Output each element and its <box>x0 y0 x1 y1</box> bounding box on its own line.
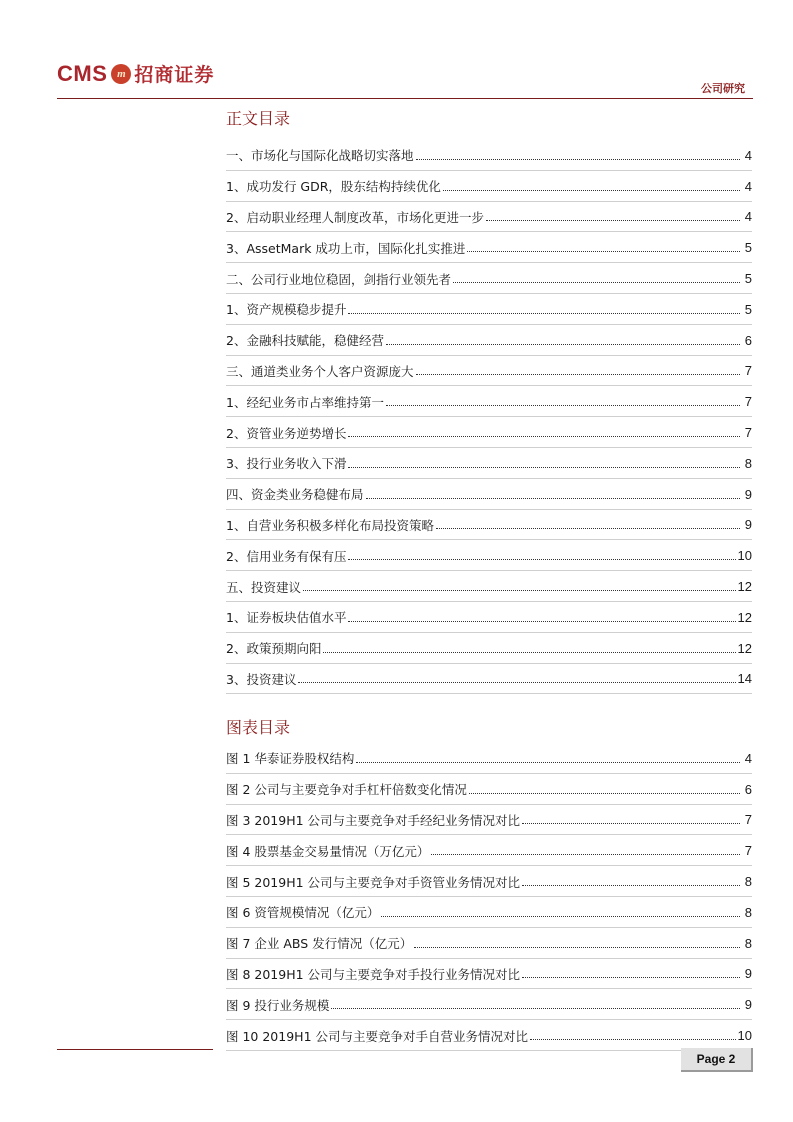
figure-entry-label: 图 2 公司与主要竞争对手杠杆倍数变化情况 <box>226 782 467 798</box>
figure-entry-page-number: 9 <box>744 966 752 982</box>
toc-entry-page-number: 7 <box>744 425 752 441</box>
figure-entry[interactable] <box>226 774 752 805</box>
figure-entry-page-number: 7 <box>744 812 752 828</box>
header-divider <box>57 98 753 99</box>
dot-leader <box>416 159 740 160</box>
dot-leader <box>348 467 740 468</box>
figure-entry-label: 图 6 资管规模情况（亿元） <box>226 905 380 921</box>
dot-leader <box>443 190 740 191</box>
dot-leader <box>386 344 740 345</box>
figures-list <box>226 743 752 1051</box>
report-category: 公司研究 <box>701 82 745 95</box>
figure-entry[interactable] <box>226 805 752 836</box>
figure-entry-page-number: 4 <box>744 750 752 766</box>
dot-leader <box>436 528 740 529</box>
toc-entry[interactable] <box>226 294 752 325</box>
toc-entry[interactable] <box>226 325 752 356</box>
dot-leader <box>348 436 740 437</box>
toc-entry[interactable] <box>226 510 752 541</box>
toc-entry-label: 1、经纪业务市占率维持第一 <box>226 394 384 410</box>
toc-entry[interactable] <box>226 232 752 263</box>
dot-leader <box>348 559 735 560</box>
dot-leader <box>303 590 736 591</box>
figure-entry[interactable] <box>226 866 752 897</box>
figure-entry-label: 图 9 投行业务规模 <box>226 997 330 1013</box>
dot-leader <box>381 916 740 917</box>
figure-entry-page-number: 8 <box>744 935 752 951</box>
toc-entry-page-number: 5 <box>744 301 752 317</box>
toc-entry-label: 2、资管业务逆势增长 <box>226 425 347 441</box>
toc-entry-label: 1、证券板块估值水平 <box>226 610 347 626</box>
figure-entry-label: 图 8 2019H1 公司与主要竞争对手投行业务情况对比 <box>226 966 521 982</box>
toc-entry-label: 2、信用业务有保有压 <box>226 548 347 564</box>
figure-entry-page-number: 8 <box>744 904 752 920</box>
figures-title: 图表目录 <box>226 718 291 737</box>
toc-entry-page-number: 12 <box>737 609 752 625</box>
toc-entry-label: 2、政策预期向阳 <box>226 641 322 657</box>
toc-entry-page-number: 7 <box>744 394 752 410</box>
dot-leader <box>414 947 740 948</box>
toc-entry-label: 3、投行业务收入下滑 <box>226 456 347 472</box>
toc-entry[interactable] <box>226 448 752 479</box>
logo-latin: CMS <box>57 60 108 86</box>
figure-entry-label: 图 5 2019H1 公司与主要竞争对手资管业务情况对比 <box>226 874 521 890</box>
toc-entry-page-number: 5 <box>744 271 752 287</box>
logo-badge-icon: m <box>111 64 131 84</box>
figure-entry-page-number: 10 <box>737 1028 752 1044</box>
dot-leader <box>522 823 740 824</box>
toc-entry-label: 五、投资建议 <box>226 579 302 595</box>
figure-entry-page-number: 9 <box>744 997 752 1013</box>
toc-entry-page-number: 6 <box>744 332 752 348</box>
dot-leader <box>469 793 740 794</box>
dot-leader <box>467 251 740 252</box>
toc-entry-page-number: 4 <box>744 178 752 194</box>
figure-entry-page-number: 8 <box>744 874 752 890</box>
toc-entry[interactable] <box>226 633 752 664</box>
figure-entry[interactable] <box>226 897 752 928</box>
toc-entry[interactable] <box>226 479 752 510</box>
figure-entry-label: 图 7 企业 ABS 发行情况（亿元） <box>226 936 413 952</box>
toc-entry-label: 2、金融科技赋能，稳健经营 <box>226 333 384 349</box>
toc-entry-label: 3、投资建议 <box>226 671 297 687</box>
figure-entry-label: 图 4 股票基金交易量情况（万亿元） <box>226 843 430 859</box>
page-header <box>0 0 793 100</box>
toc-entry-page-number: 12 <box>737 640 752 656</box>
dot-leader <box>416 374 740 375</box>
toc-entry[interactable] <box>226 571 752 602</box>
logo-chinese-name: 招商证券 <box>134 64 215 86</box>
company-logo <box>57 60 214 87</box>
toc-entry[interactable] <box>226 263 752 294</box>
dot-leader <box>522 885 740 886</box>
toc-entry-label: 1、自营业务积极多样化布局投资策略 <box>226 517 434 533</box>
page-number-badge: Page 2 <box>681 1048 753 1072</box>
figure-entry[interactable] <box>226 928 752 959</box>
toc-title: 正文目录 <box>226 109 291 128</box>
toc-entry-page-number: 12 <box>737 579 752 595</box>
toc-entry-page-number: 9 <box>744 517 752 533</box>
row-separator <box>226 693 752 694</box>
figure-entry[interactable] <box>226 989 752 1020</box>
toc-entry-page-number: 10 <box>737 548 752 564</box>
toc-entry-label: 一、市场化与国际化战略切实落地 <box>226 148 414 164</box>
toc-entry-page-number: 7 <box>744 363 752 379</box>
toc-entry-label: 二、公司行业地位稳固，剑指行业领先者 <box>226 271 452 287</box>
dot-leader <box>331 1008 740 1009</box>
toc-entry-label: 三、通道类业务个人客户资源庞大 <box>226 363 414 379</box>
figure-entry-label: 图 3 2019H1 公司与主要竞争对手经纪业务情况对比 <box>226 812 521 828</box>
dot-leader <box>356 762 740 763</box>
toc-entry[interactable] <box>226 386 752 417</box>
dot-leader <box>522 977 740 978</box>
figure-entry[interactable] <box>226 1020 752 1051</box>
toc-entry-label: 2、启动职业经理人制度改革，市场化更进一步 <box>226 209 484 225</box>
footer-divider <box>57 1049 213 1050</box>
dot-leader <box>348 621 735 622</box>
dot-leader <box>431 854 740 855</box>
figure-entry-page-number: 6 <box>744 781 752 797</box>
toc-entry-page-number: 14 <box>737 671 752 687</box>
toc-entry[interactable] <box>226 540 752 571</box>
figure-entry-label: 图 1 华泰证券股权结构 <box>226 751 355 767</box>
toc-entry-label: 四、资金类业务稳健布局 <box>226 487 364 503</box>
toc-entry-label: 3、AssetMark 成功上市，国际化扎实推进 <box>226 240 466 256</box>
figure-entry-page-number: 7 <box>744 843 752 859</box>
figure-entry[interactable] <box>226 835 752 866</box>
toc-entry[interactable] <box>226 602 752 633</box>
toc-entry-page-number: 4 <box>744 209 752 225</box>
toc-entry[interactable] <box>226 356 752 387</box>
toc-entry-page-number: 5 <box>744 240 752 256</box>
toc-list <box>226 140 752 694</box>
toc-entry[interactable] <box>226 202 752 233</box>
toc-entry-label: 1、成功发行 GDR，股东结构持续优化 <box>226 179 441 195</box>
figure-entry[interactable] <box>226 959 752 990</box>
figure-entry-label: 图 10 2019H1 公司与主要竞争对手自营业务情况对比 <box>226 1028 528 1044</box>
dot-leader <box>453 282 740 283</box>
dot-leader <box>348 313 740 314</box>
toc-entry-page-number: 8 <box>744 455 752 471</box>
toc-entry[interactable] <box>226 417 752 448</box>
dot-leader <box>366 498 740 499</box>
dot-leader <box>530 1039 736 1040</box>
dot-leader <box>323 652 735 653</box>
toc-entry[interactable] <box>226 664 752 695</box>
toc-entry-page-number: 4 <box>744 147 752 163</box>
dot-leader <box>486 220 740 221</box>
row-separator <box>226 1050 752 1051</box>
dot-leader <box>298 682 735 683</box>
figure-entry[interactable] <box>226 743 752 774</box>
toc-entry[interactable] <box>226 140 752 171</box>
toc-entry-page-number: 9 <box>744 486 752 502</box>
toc-entry-label: 1、资产规模稳步提升 <box>226 302 347 318</box>
dot-leader <box>386 405 740 406</box>
toc-entry[interactable] <box>226 171 752 202</box>
